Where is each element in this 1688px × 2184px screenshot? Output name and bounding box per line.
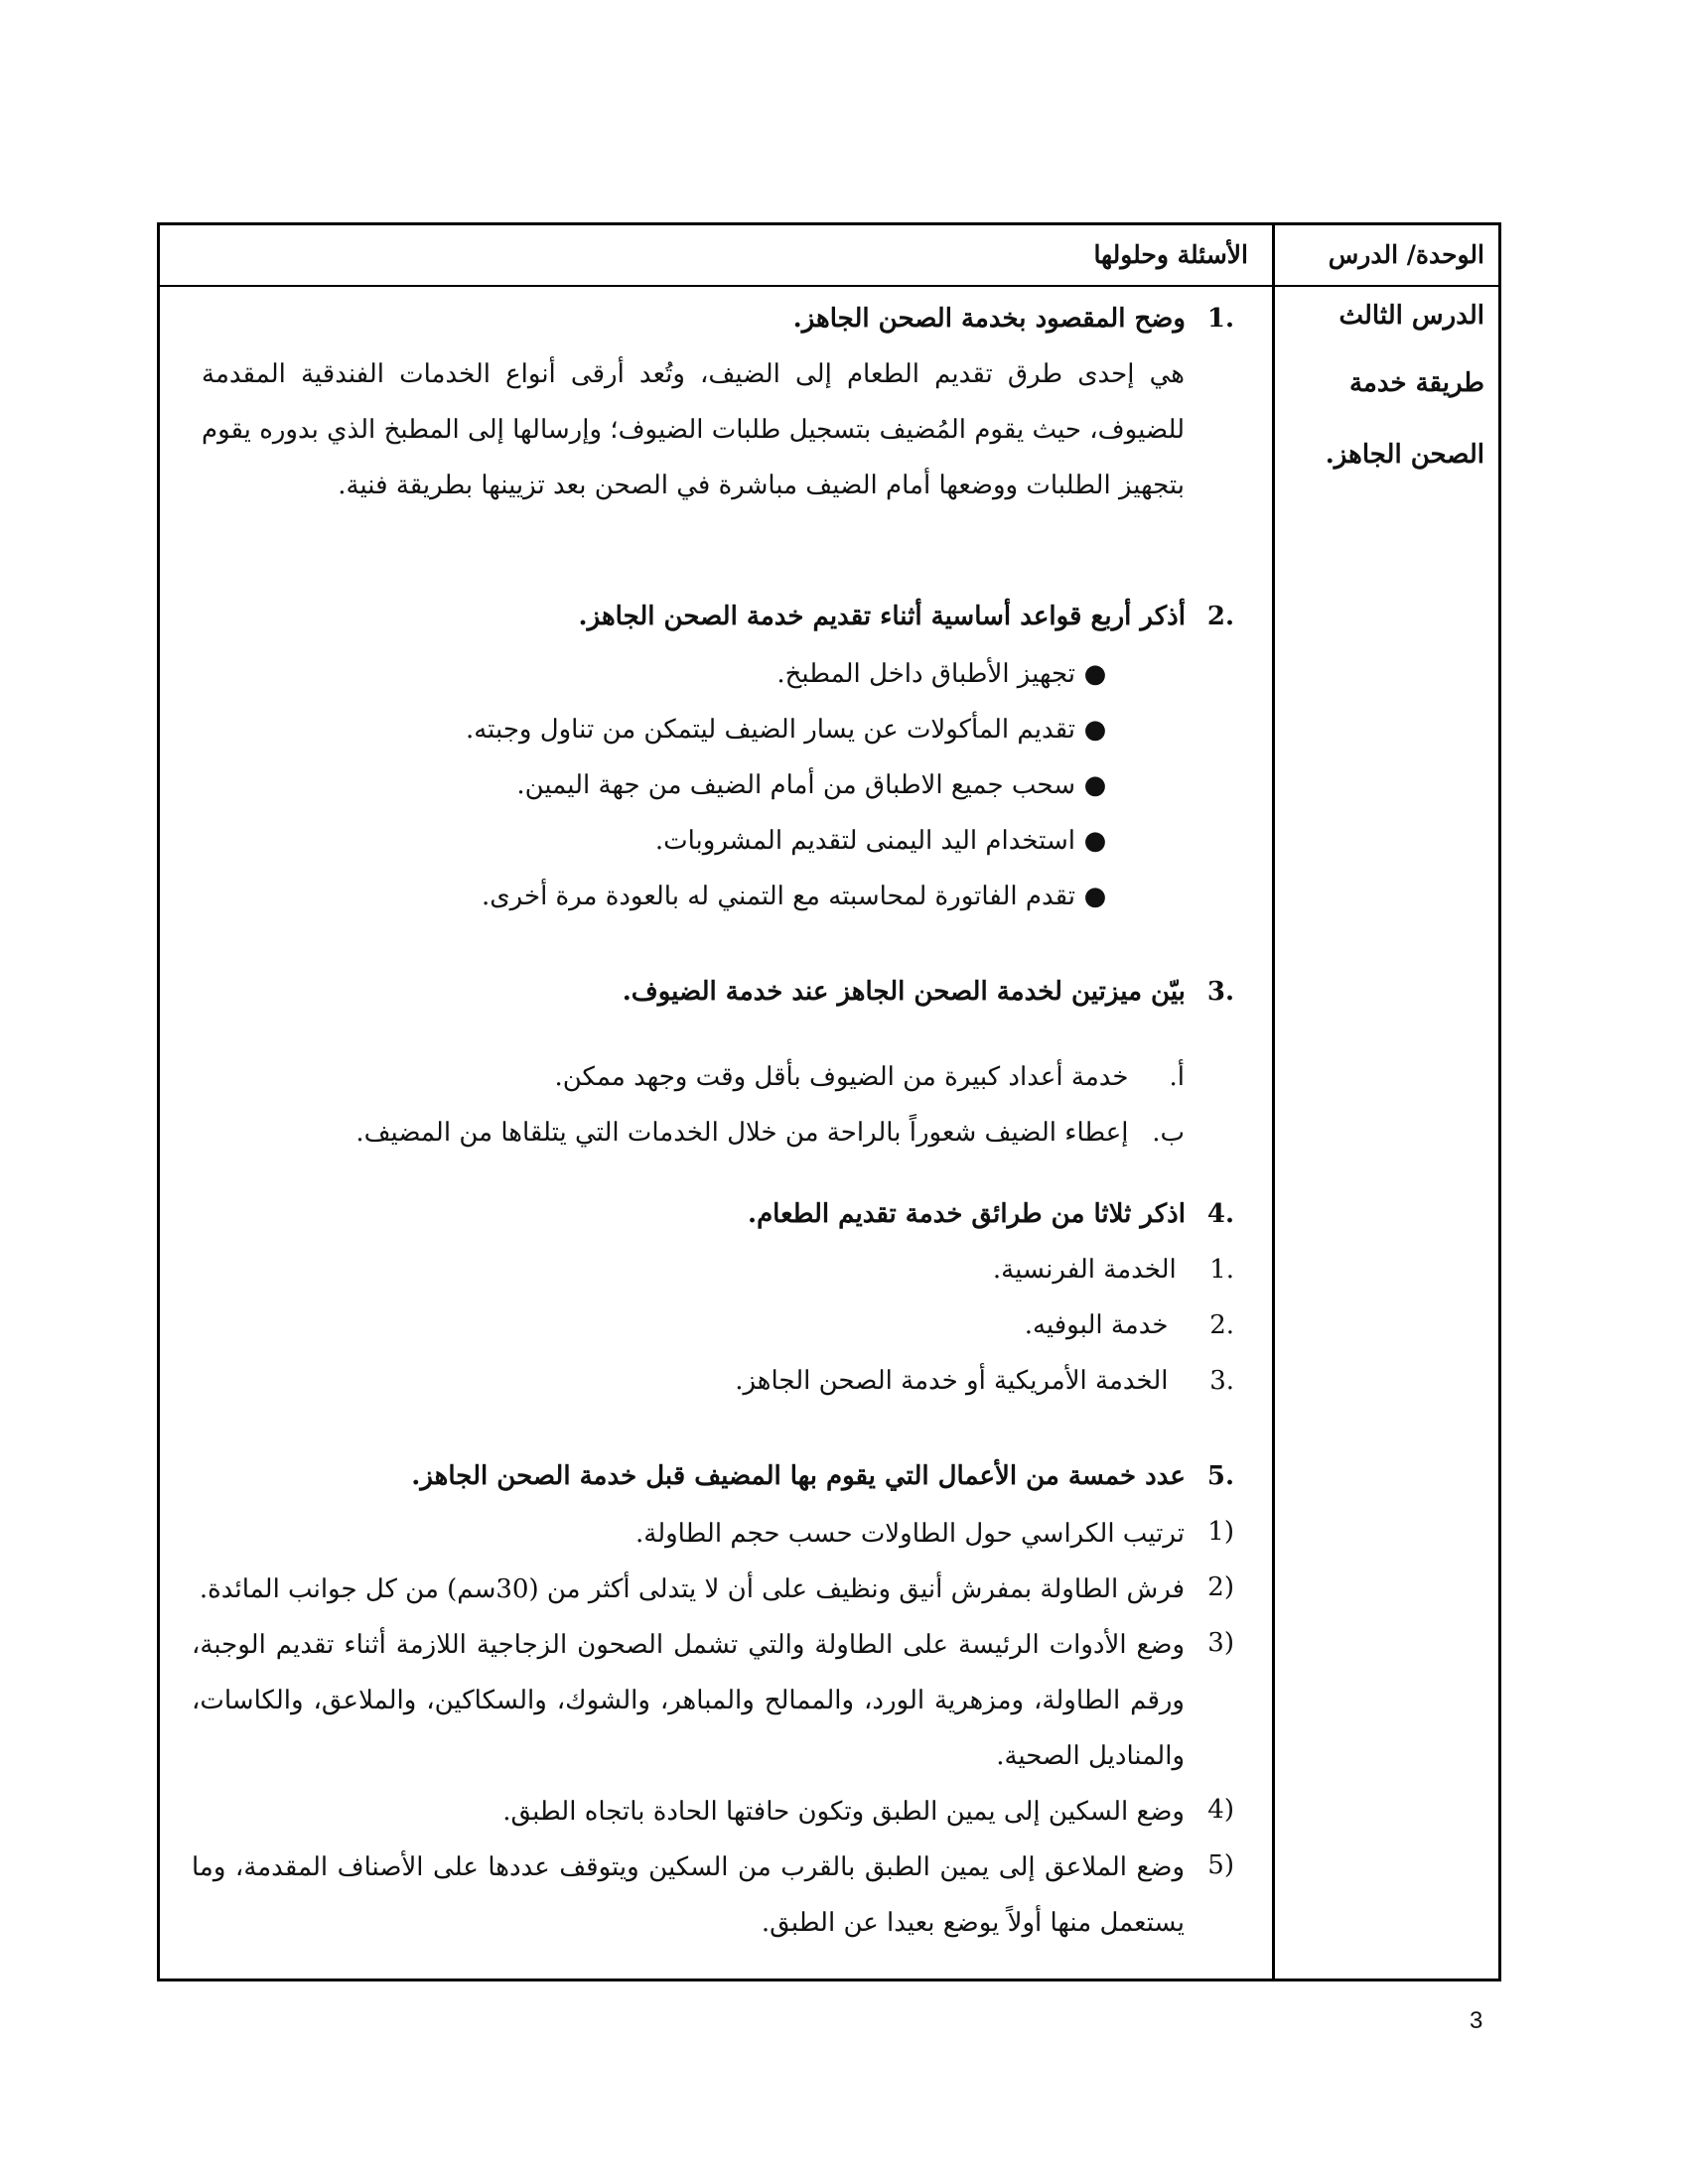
page-number: 3 [1470, 2007, 1483, 2034]
list-item [182, 1562, 1234, 1617]
question-number: .2 [1206, 602, 1234, 631]
list-item [466, 704, 1115, 755]
question-number: .3 [1206, 977, 1234, 1007]
list-item-text: الخدمة الأمريكية أو خدمة الصحن الجاهز. [735, 1366, 1169, 1396]
list-item [516, 759, 1115, 811]
list-item [735, 1355, 1234, 1407]
list-marker: .3 [1209, 1366, 1234, 1396]
unit-line: الدرس الثالث [1338, 301, 1484, 331]
question-number: .1 [1206, 304, 1234, 334]
list-item-text: ترتيب الكراسي حول الطاولات حسب حجم الطاولة. [635, 1519, 1185, 1549]
column-divider [1272, 225, 1275, 1979]
list-marker: (4 [1207, 1795, 1234, 1825]
list-item [182, 1784, 1234, 1840]
list-item [655, 815, 1115, 867]
list-item [182, 1506, 1234, 1562]
list-item [182, 1617, 1234, 1784]
bullet-icon: ● [1083, 659, 1107, 689]
list-item [776, 648, 1115, 700]
bullet-icon: ● [1083, 882, 1107, 911]
question-text: بيّن ميزتين لخدمة الصحن الجاهز عند خدمة الضيوف. [622, 977, 1186, 1007]
question-1 [793, 293, 1234, 344]
unit-lesson-cell [1286, 287, 1484, 483]
list-item-text: وضع السكين إلى يمين الطبق وتكون حافتها الحادة باتجاه الطبق. [502, 1797, 1185, 1827]
list-marker: (2 [1207, 1572, 1234, 1602]
list-item [554, 1051, 1185, 1103]
list-marker: (1 [1207, 1517, 1234, 1547]
list-marker: ب. [1152, 1118, 1185, 1148]
table-header-row [160, 225, 1498, 287]
list-item-text: فرش الطاولة بمفرش أنيق ونظيف على أن لا يتدلى أكثر من (30سم) من كل جوانب المائدة. [199, 1574, 1185, 1604]
bullet-icon: ● [1083, 826, 1107, 856]
bullet-icon: ● [1083, 715, 1107, 745]
question-text: اذكر ثلاثا من طرائق خدمة تقديم الطعام. [748, 1199, 1186, 1229]
question-text: أذكر أربع قواعد أساسية أثناء تقديم خدمة الصحن الجاهز. [578, 602, 1186, 631]
list-item-text: خدمة البوفيه. [1024, 1310, 1169, 1340]
question-5 [411, 1450, 1234, 1502]
list-item [355, 1107, 1185, 1159]
question-4 [748, 1188, 1234, 1240]
question-text: عدد خمسة من الأعمال التي يقوم بها المضيف قبل خدمة الصحن الجاهز. [411, 1461, 1186, 1491]
list-item-text: وضع الأدوات الرئيسة على الطاولة والتي تشمل الصحون الزجاجية اللازمة أثناء تقديم الوجبة، ورقم الطاولة، ومزهرية الورد، والممالح والمباهر، والشوك، والسكاكين، والملاعق، والكاسات، والمناديل الصحية. [192, 1630, 1185, 1771]
lesson-table [157, 222, 1501, 1981]
list-item-text: تقديم المأكولات عن يسار الضيف ليتمكن من تناول وجبته. [465, 715, 1075, 745]
list-marker: (3 [1207, 1628, 1234, 1658]
questions-answers-cell [182, 287, 1254, 1979]
list-item-text: وضع الملاعق إلى يمين الطبق بالقرب من السكين ويتوقف عددها على الأصناف المقدمة، وما يستعمل منها أولاً يوضع بعيدا عن الطبق. [192, 1852, 1185, 1938]
question-2 [579, 591, 1234, 642]
list-item [993, 1244, 1234, 1296]
list-item-text: خدمة أعداد كبيرة من الضيوف بأقل وقت وجهد ممكن. [554, 1062, 1129, 1092]
list-item [482, 871, 1115, 922]
question-text: وضح المقصود بخدمة الصحن الجاهز. [792, 304, 1186, 334]
list-item-text: استخدام اليد اليمنى لتقديم المشروبات. [654, 826, 1075, 856]
list-marker: أ. [1169, 1062, 1185, 1092]
list-item-text: تجهيز الأطباق داخل المطبخ. [776, 659, 1075, 689]
list-marker: .1 [1209, 1255, 1234, 1285]
question-3 [623, 966, 1234, 1018]
header-unit-lesson: الوحدة/ الدرس [1328, 240, 1484, 269]
header-questions-answers: الأسئلة وحلولها [1093, 240, 1248, 269]
list-item-text: الخدمة الفرنسية. [992, 1255, 1177, 1285]
list-item-text: إعطاء الضيف شعوراً بالراحة من خلال الخدمات التي يتلقاها من المضيف. [355, 1118, 1129, 1148]
list-item-text: سحب جميع الاطباق من أمام الضيف من جهة اليمين. [516, 770, 1075, 800]
answer-1: هي إحدى طرق تقديم الطعام إلى الضيف، وتُعد أرقى أنواع الخدمات الفندقية المقدمة للضيوف، حيث يقوم المُضيف بتسجيل طلبات الضيوف؛ وإرسالها إلى المطبخ الذي بدوره يقوم بتجهيز الطلبات ووضعها أمام الضيف مباشرة في الصحن بعد تزيينها بطريقة فنية. [202, 359, 1185, 500]
list-item-text: تقدم الفاتورة لمحاسبته مع التمني له بالعودة مرة أخرى. [482, 882, 1075, 911]
unit-line: طريقة خدمة [1348, 368, 1484, 398]
question-number: .4 [1206, 1199, 1234, 1229]
list-item [182, 1840, 1234, 1951]
question-number: .5 [1206, 1461, 1234, 1491]
list-marker: .2 [1209, 1310, 1234, 1340]
bullet-icon: ● [1083, 770, 1107, 800]
list-marker: (5 [1207, 1850, 1234, 1880]
list-item [1025, 1299, 1234, 1351]
unit-line: الصحن الجاهز. [1325, 440, 1484, 470]
